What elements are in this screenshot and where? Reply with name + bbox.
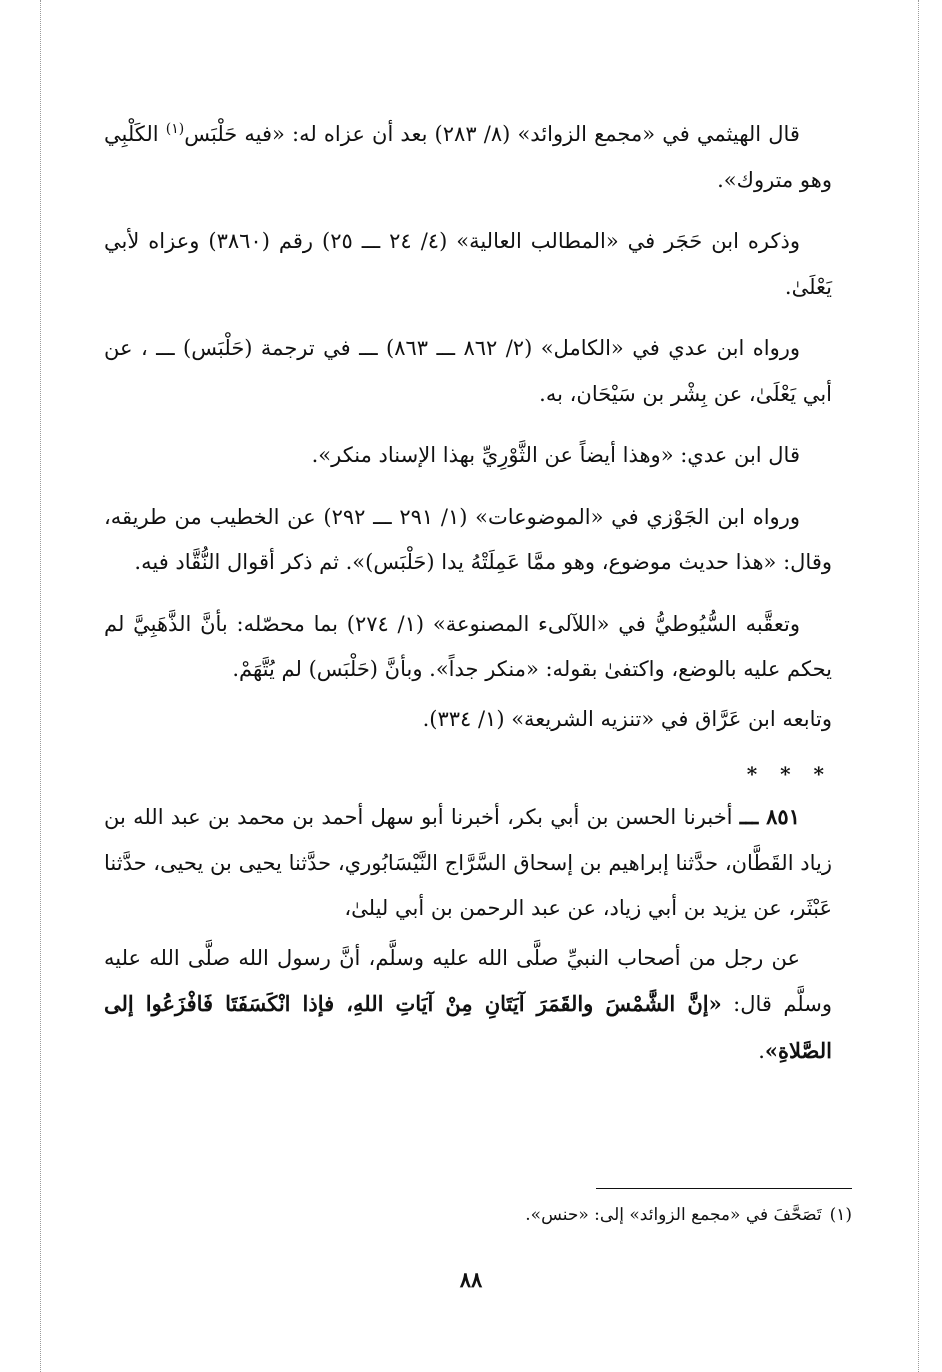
- section-separator: * * *: [746, 762, 832, 786]
- paragraph-ibn-jawzi: ورواه ابن الجَوْزي في «الموضوعات» (١/ ٢٩١ ـــ ٢٩٢) عن الخطيب من طريقه، وقال: «هذا حديث موضوع، وهو ممَّا عَمِلَتْهُ يدا (حَلْبَس)». ثم ذكر أقوال النُّقَّاد فيه.: [104, 504, 832, 574]
- main-text: [104, 112, 832, 1090]
- page-number: ٨٨: [459, 1267, 483, 1292]
- footnote-reference: (١): [165, 121, 185, 137]
- isnad-text: أخبرنا الحسن بن أبي بكر، أخبرنا أبو سهل أحمد بن محمد بن عبد الله بن زياد القَطَّان، حدَّثنا إبراهيم بن إسحاق السَّرَّاج النَّيْسَابُوري، حدَّثنا يحيى بن يحيى، حدَّثنا عَبْثَر، عن يزيد بن أبي زياد، عن عبد الرحمن بن أبي ليلىٰ،: [104, 805, 832, 920]
- matn-quote: «إنَّ الشَّمْسَ والقَمَرَ آيَتَانِ مِنْ آيَاتِ اللهِ، فإذا انْكَسَفَتَا فَافْزَعُوا إلى الصَّلاةِ»: [104, 991, 832, 1063]
- page-edge-left: [40, 0, 41, 1372]
- footnote-divider: [596, 1188, 852, 1189]
- paragraph-suyuti: وتعقَّبه السُّيُوطيُّ في «اللآلىء المصنوعة» (١/ ٢٧٤) بما محصّله: بأنَّ الذَّهَبِيَّ لم يحكم عليه بالوضع، واكتفىٰ بقوله: «منكر جداً». وبأنَّ (حَلْبَس) لم يُتَّهَمْ.: [104, 611, 832, 681]
- paragraph-text: الكَلْبِي وهو متروك».: [104, 122, 832, 192]
- paragraph-ibn-adi-kamil: ورواه ابن عدي في «الكامل» (٢/ ٨٦٢ ـــ ٨٦٣) ـــ في ترجمة (حَلْبَس) ـــ ، عن أبي يَعْلَىٰ، عن بِشْر بن سَيْحَان، به.: [104, 336, 832, 406]
- page-edge-right: [918, 0, 919, 1372]
- hadith-number: ٨٥١ ـــ: [739, 804, 800, 829]
- paragraph-ibn-adi-quote: قال ابن عدي: «وهذا أيضاً عن الثَّوْرِيِّ بهذا الإسناد منكر».: [311, 443, 800, 467]
- paragraph-ibn-arraq: وتابعه ابن عَرَّاق في «تنزيه الشريعة» (١/ ٣٣٤).: [422, 706, 832, 731]
- footnote-number: (١): [829, 1205, 852, 1225]
- paragraph-ibn-hajar: وذكره ابن حَجَر في «المطالب العالية» (٤/ ٢٤ ـــ ٢٥) رقم (٣٨٦٠) وعزاه لأبي يَعْلَىٰ.: [104, 229, 832, 299]
- paragraph-haythami: [104, 112, 832, 203]
- hadith-matn: [104, 936, 832, 1075]
- footnote-text: تَصَحَّفَ في «مجمع الزوائد» إلى: «حنس».: [525, 1205, 822, 1225]
- matn-intro: عن رجل من أصحاب النبيِّ صلَّى الله عليه وسلَّم، أنَّ رسول الله صلَّى الله عليه وسلَّم قال:: [104, 945, 832, 1016]
- matn-end: .: [758, 1038, 765, 1063]
- paragraph-text: قال الهيثمي في «مجمع الزوائد» (٨/ ٢٨٣) بعد أن عزاه له: «فيه حَلْبَس: [184, 122, 800, 146]
- footnote: [300, 1200, 852, 1230]
- hadith-isnad: [104, 794, 832, 932]
